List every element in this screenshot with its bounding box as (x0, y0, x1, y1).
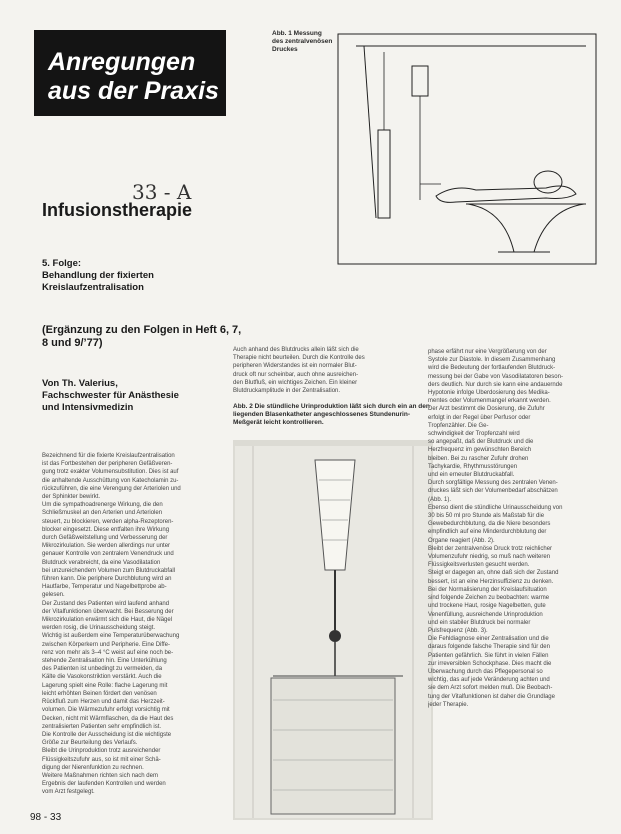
text-line: Der Arzt bestimmt die Dosierung, die Zufuhr (428, 406, 545, 413)
text-line: bessert, ist an eine Herzinsuffizienz zu denken. (428, 578, 554, 585)
text-line: führen kann. Die periphere Durchblutung wird an (42, 576, 172, 583)
text-line: Decken, nicht mit Wärmflaschen, da die Haut des (42, 715, 174, 722)
text-line: Der Zustand des Patienten wird laufend anhand (42, 600, 170, 607)
text-line: durch Gefäßweitstellung und Verbesserung der (42, 535, 168, 542)
text-line: Hautfarbe, Temperatur und Nagelbettprobe ab- (42, 584, 167, 591)
text-line: Lagerung spielt eine Rolle: flache Lagerung mit (42, 682, 168, 689)
handwritten-note: 33 - A (132, 180, 192, 204)
body-column-3 (428, 348, 604, 709)
text-line: zur irreversiblen Schockphase. Dies macht die (428, 660, 552, 667)
author-block (42, 378, 252, 414)
text-line: und ein erneuter Blutdruckabfall. (428, 472, 515, 479)
text-line: gelesen. (42, 592, 65, 599)
text-line: der Vitalfunktionen überwacht. Bei Besserung der (42, 608, 174, 615)
text-line: Systole zur Diastole. In diesem Zusammenhang (428, 357, 556, 364)
text-line: Mikrozirkulation. Sie werden allerdings nur unter (42, 543, 171, 550)
text-line: Patienten gefährlich. Sie führt in vielen Fällen (428, 652, 549, 659)
subtitle-line-2: Behandlung der fixierten (42, 270, 154, 281)
text-line: Flüssigkeitsverlusten gesucht werden. (428, 562, 530, 569)
banner-line-2: aus der Praxis (48, 77, 219, 105)
text-line: mentes oder Volumenmangel erkannt werden. (428, 398, 551, 405)
text-line: Um die sympathoadrenerge Wirkung, die den (42, 502, 163, 509)
text-line: bei unzureichendem Volumen zum Blutdruckabfall (42, 567, 176, 574)
figure-2-photo (233, 440, 433, 820)
text-line: Die Kontrolle der Ausscheidung ist die wichtigste (42, 731, 172, 738)
text-line: leicht erhöhten Beinen fördert den venösen (42, 690, 157, 697)
text-line: Bezeichnend für die fixierte Kreislaufzentralisation (42, 453, 175, 459)
text-line: Die Fehldiagnose einer Zentralisation und die (428, 636, 549, 643)
text-line: ders deutlich. Nur durch sie kann eine andauernde (428, 381, 563, 388)
text-line: Volumenzufuhr niedrig, so muß nach weiteren (428, 554, 551, 561)
author-role-1: Fachschwester für Anästhesie (42, 390, 179, 401)
text-line: Ergebnis der laufenden Kontrollen und werden (42, 781, 166, 788)
text-line: Tropfenzähler. Die Ge- (428, 422, 489, 429)
author-role-2: und Intensivmedizin (42, 402, 134, 413)
text-line: digung der Nierenfunktion zu rechnen. (42, 764, 144, 771)
text-line: wichtig, das auf jede Veränderung achten und (428, 677, 550, 684)
article-title: Infusionstherapie (42, 200, 193, 220)
text-line: messung bei der Gabe von Vasodilatatoren beson- (428, 373, 563, 380)
text-line: Schließmuskel an den Arterien und Arteriolen (42, 510, 163, 517)
text-line: zentralisierten Patienten sehr empfindlich ist. (42, 723, 162, 730)
author-name: Von Th. Valerius, (42, 378, 118, 389)
series-label: 5. Folge: (42, 258, 82, 269)
text-line: Therapie nicht beurteilen. Durch die Kontrolle des (233, 355, 365, 362)
text-line: 30 bis 50 ml pro Stunde als Maßstab für die (428, 513, 545, 520)
text-line: Größe zur Beurteilung des Verlaufs. (42, 740, 138, 747)
text-line: Mikrozirkulation erwärmt sich die Haut, die Nägel (42, 617, 173, 624)
text-line: Blutdruck verabreicht, da eine Vasodilatation (42, 559, 161, 566)
text-line: so angepaßt, daß der Blutdruck und die (428, 439, 534, 446)
text-line: und ein stabiler Blutdruck bei normaler (428, 619, 531, 626)
text-line: Steigt er dagegen an, ohne daß sich der Zustand (428, 570, 559, 577)
text-line: Herzfrequenz im gewünschten Bereich (428, 447, 532, 454)
text-line: Bei der Normalisierung der Kreislaufsituation (428, 586, 547, 593)
text-line: peripheren Widerstandes ist ein normaler Blut- (233, 363, 357, 370)
text-line: phase erfährt nur eine Vergrößerung von der (428, 349, 547, 355)
body-column-1 (42, 452, 232, 797)
text-line: sind folgende Zeichen zu beobachten: warme (428, 595, 550, 602)
text-line: tung der Vitalfunktionen ist daher die Grundlage (428, 693, 555, 700)
text-line: stehende Zentralisation hin. Eine Unterkühlung (42, 658, 167, 665)
text-line: zwischen Körperkern und Peripherie. Eine Diffe- (42, 641, 170, 648)
text-line: schwindigkeit der Tropfenzahl wird (428, 431, 520, 438)
text-line: Blutdruckamplitude in der Zentralisation. (233, 388, 341, 395)
body-column-2 (233, 346, 433, 395)
text-line: Hypotonie infolge Überdosierung des Medika- (428, 390, 550, 397)
text-line: druckes läßt sich der Volumenbedarf abschätzen (428, 488, 558, 495)
text-line: ist das Fortbestehen der peripheren Gefäßveren- (42, 461, 173, 468)
text-line: jeder Therapie. (428, 701, 469, 708)
figure-2-caption: Abb. 2 Die stündliche Urinproduktion läßt sich durch ein an den liegenden Blasenkatheter angeschlossenes Stundenurin-Meßgerät leicht kontrollieren. (233, 403, 430, 426)
text-line: die anhaltende Ausschüttung von Katecholamin zu- (42, 477, 179, 484)
text-line: Venenfüllung, ausreichende Urinproduktion (428, 611, 543, 618)
text-line: wird die Bedeutung der fortlaufenden Blutdruck- (428, 365, 556, 372)
text-line: sie dem Arzt sofort melden muß. Die Beobach- (428, 685, 553, 692)
text-line: empfindlich auf eine Minderdurchblutung der (428, 529, 547, 536)
text-line: Flüssigkeitszufuhr aus, so ist mit einer Schä- (42, 756, 161, 763)
figure-1-caption: Abb. 1 Messung des zentralvenösen Druckes (272, 30, 333, 53)
text-line: Bleibt der zentralvenöse Druck trotz reichlicher (428, 545, 553, 552)
text-line: Durch sorgfältige Messung des zentralen Venen- (428, 480, 558, 487)
text-line: Gewebedurchblutung, da die Niere besonders (428, 521, 551, 528)
text-line: daraus folgende falsche Therapie sind für den (428, 644, 550, 651)
text-line: volumen. Die Wärmezufuhr erfolgt vorsichtig mit (42, 707, 170, 714)
text-line: Pulsfrequenz (Abb. 3). (428, 627, 488, 634)
text-line: gung trotz exakter Volumensubstitution. Dies ist auf (42, 469, 179, 476)
text-line: bleiben. Bei zu rascher Zufuhr drohen (428, 455, 529, 462)
text-line: Bleibt die Urinproduktion trotz ausreichender (42, 748, 161, 755)
text-line: genauer Kontrolle von zentralem Venendruck und (42, 551, 174, 558)
text-line: Organe reagiert (Abb. 2). (428, 537, 495, 544)
text-line: des Patienten ist unbedingt zu vermeiden, da (42, 666, 163, 673)
text-line: werden rosig, die Urinausscheidung steigt. (42, 625, 156, 632)
text-line: Kälte die Vasokonstriktion verstärkt. Auch die (42, 674, 162, 681)
text-line: und trockene Haut, rosige Nagelbetten, gute (428, 603, 546, 610)
text-line: (Abb. 1). (428, 496, 452, 503)
text-line: Tachykardie, Rhythmusstörungen (428, 463, 518, 470)
text-line: Wichtig ist außerdem eine Temperaturüberwachung (42, 633, 180, 640)
banner-line-1: Anregungen (48, 48, 196, 76)
text-line: steuert, zu blockieren, werden alpha-Rezeptoren- (42, 518, 174, 525)
subtitle-line-3: Kreislaufzentralisation (42, 282, 144, 293)
text-line: rückzuführen, die eine Verengung der Arteriolen und (42, 485, 181, 492)
page-number: 98 - 33 (30, 812, 62, 823)
text-line: druck oft nur scheinbar, auch ohne ausreichen- (233, 371, 359, 378)
figure-1-illustration (336, 32, 598, 266)
text-line: Überwachung durch das Pflegepersonal so (428, 668, 543, 675)
text-line: den Blutfluß, ein wichtiges Zeichen. Ein kleiner (233, 379, 358, 386)
text-line: blocker eingesetzt. Diese entfalten ihre Wirkung (42, 526, 170, 533)
text-line: erfolgt in der Regel über Perfusor oder (428, 414, 531, 421)
text-line: Rückfluß zum Herzen und damit das Herzzeit- (42, 699, 165, 706)
text-line: der Sphinkter bewirkt. (42, 494, 101, 501)
text-line: Weitere Maßnahmen richten sich nach dem (42, 772, 158, 779)
text-line: Auch anhand des Blutdrucks allein läßt sich die (233, 347, 359, 353)
text-line: renz von mehr als 3–4 °C weist auf eine noch be- (42, 649, 174, 656)
section-banner (34, 30, 226, 116)
text-line: vom Arzt festgelegt. (42, 789, 95, 796)
supplement-note: (Ergänzung zu den Folgen in Heft 6, 7, 8 und 9/’77) (42, 324, 242, 349)
text-line: Ebenso dient die stündliche Urinausscheidung von (428, 504, 563, 511)
